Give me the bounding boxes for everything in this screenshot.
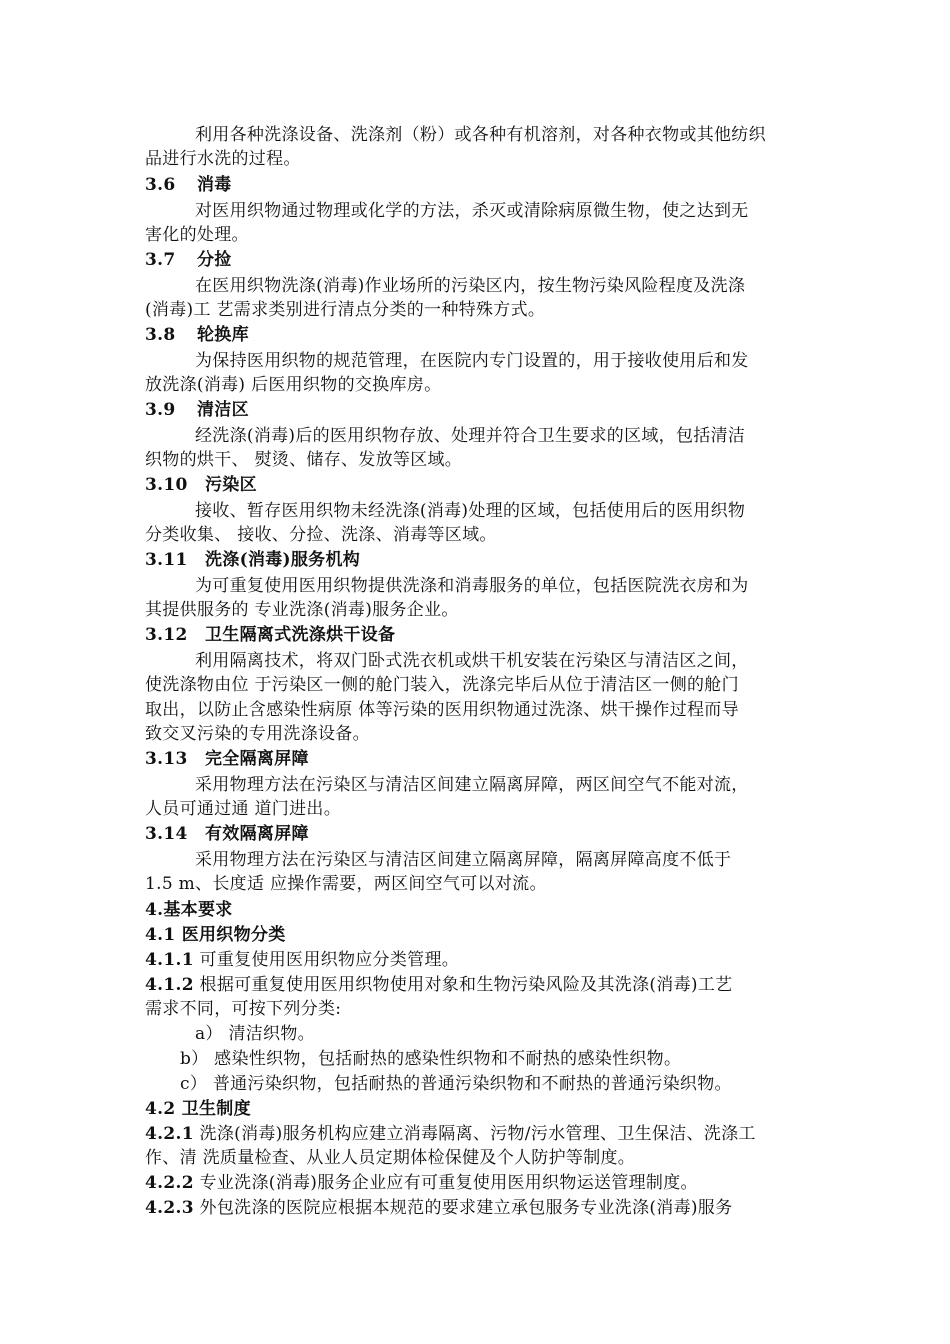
- paragraph-line: 为可重复使用医用织物提供洗涤和消毒服务的单位，包括医院洗衣房和为: [195, 576, 749, 596]
- paragraph-line: 织物的烘干、 熨烫、储存、发放等区域。: [145, 450, 463, 470]
- section-heading-3-10: [145, 474, 257, 496]
- clause-4-2-1: [145, 1123, 756, 1145]
- list-item: b） 感染性织物，包括耐热的感染性织物和不耐热的感染性织物。: [180, 1049, 682, 1069]
- section-number: 3.12: [145, 625, 188, 645]
- section-title: 消毒: [197, 175, 232, 195]
- section-heading-3-14: [145, 823, 309, 845]
- section-number: 3.9: [145, 400, 176, 420]
- paragraph-line: 接收、暂存医用织物未经洗涤(消毒)处理的区域，包括使用后的医用织物: [195, 501, 746, 521]
- clause-number: 4.1.1: [145, 950, 194, 970]
- paragraph-line: 采用物理方法在污染区与清洁区间建立隔离屏障，两区间空气不能对流，: [195, 775, 749, 795]
- clause-text: 根据可重复使用医用织物使用对象和生物污染风险及其洗涤(消毒)工艺: [199, 975, 733, 995]
- section-title: 完全隔离屏障: [205, 749, 309, 769]
- section-heading-3-6: [145, 174, 232, 196]
- paragraph-line: 其提供服务的 专业洗涤(消毒)服务企业。: [145, 600, 459, 620]
- paragraph-line: 利用各种洗涤设备、洗涤剂（粉）或各种有机溶剂，对各种衣物或其他纺织: [195, 125, 766, 145]
- paragraph-line: 在医用织物洗涤(消毒)作业场所的污染区内，按生物污染风险程度及洗涤: [195, 276, 746, 296]
- clause-text: 外包洗涤的医院应根据本规范的要求建立承包服务专业洗涤(消毒)服务: [199, 1198, 733, 1218]
- clause-4-2-2: [145, 1172, 698, 1194]
- section-heading-3-11: [145, 549, 360, 571]
- section-title: 污染区: [205, 475, 257, 495]
- paragraph-line: 对医用织物通过物理或化学的方法，杀灭或清除病原微生物，使之达到无: [195, 201, 749, 221]
- section-number: 3.6: [145, 175, 176, 195]
- clause-text: 专业洗涤(消毒)服务企业应有可重复使用医用织物运送管理制度。: [199, 1173, 698, 1193]
- section-heading-4-2: 4.2 卫生制度: [145, 1099, 251, 1119]
- clause-4-2-3: [145, 1197, 732, 1219]
- section-number: 3.11: [145, 550, 188, 570]
- paragraph-line: 品进行水洗的过程。: [145, 149, 301, 169]
- paragraph-line: 人员可通过通 道门进出。: [145, 799, 342, 819]
- clause-number: 4.2.3: [145, 1198, 194, 1218]
- paragraph-line: 使洗涤物由位 于污染区一侧的舱门装入，洗涤完毕后从位于清洁区一侧的舱门: [145, 675, 739, 695]
- paragraph-line: 致交叉污染的专用洗涤设备。: [145, 724, 370, 744]
- paragraph-line: (消毒)工 艺需求类别进行清点分类的一种特殊方式。: [145, 300, 546, 320]
- section-title: 清洁区: [197, 400, 249, 420]
- paragraph-line: 采用物理方法在污染区与清洁区间建立隔离屏障，隔离屏障高度不低于: [195, 850, 732, 870]
- paragraph-line: 1.5 m、长度适 应操作需要，两区间空气可以对流。: [145, 874, 547, 894]
- section-title: 洗涤(消毒)服务机构: [205, 550, 361, 570]
- paragraph-line: 需求不同，可按下列分类:: [145, 999, 342, 1019]
- paragraph-line: 害化的处理。: [145, 225, 249, 245]
- paragraph-line: 利用隔离技术，将双门卧式洗衣机或烘干机安装在污染区与清洁区之间，: [195, 651, 749, 671]
- paragraph-line: 作、清 洗质量检查、从业人员定期体检保健及个人防护等制度。: [145, 1148, 636, 1168]
- clause-number: 4.1.2: [145, 975, 194, 995]
- clause-4-1-2: [145, 974, 732, 996]
- section-title: 卫生隔离式洗涤烘干设备: [205, 625, 396, 645]
- section-title: 分捡: [197, 250, 232, 270]
- clause-4-1-1: [145, 949, 459, 971]
- clause-text: 可重复使用医用织物应分类管理。: [199, 950, 460, 970]
- section-title: 有效隔离屏障: [205, 824, 309, 844]
- list-item: c） 普通污染织物，包括耐热的普通污染织物和不耐热的普通污染织物。: [180, 1074, 732, 1094]
- paragraph-line: 分类收集、 接收、分捡、洗涤、消毒等区域。: [145, 525, 497, 545]
- section-heading-3-13: [145, 748, 309, 770]
- section-number: 3.8: [145, 325, 176, 345]
- paragraph-line: 放洗涤(消毒) 后医用织物的交换库房。: [145, 375, 442, 395]
- section-number: 3.7: [145, 250, 176, 270]
- paragraph-line: 经洗涤(消毒)后的医用织物存放、处理并符合卫生要求的区域，包括清洁: [195, 426, 746, 446]
- section-number: 3.14: [145, 824, 188, 844]
- clause-text: 洗涤(消毒)服务机构应建立消毒隔离、污物/污水管理、卫生保洁、洗涤工: [199, 1124, 756, 1144]
- section-heading-3-12: [145, 624, 395, 646]
- chapter-heading-4: 4.基本要求: [145, 900, 233, 920]
- paragraph-line: 取出，以防止含感染性病原 体等污染的医用织物通过洗涤、烘干操作过程而导: [145, 700, 739, 720]
- section-heading-3-9: [145, 399, 249, 421]
- section-number: 3.10: [145, 475, 188, 495]
- section-title: 轮换库: [197, 325, 249, 345]
- section-heading-4-1: 4.1 医用织物分类: [145, 925, 286, 945]
- section-number: 3.13: [145, 749, 188, 769]
- paragraph-line: 为保持医用织物的规范管理，在医院内专门设置的，用于接收使用后和发: [195, 351, 749, 371]
- section-heading-3-7: [145, 249, 232, 271]
- list-item: a） 清洁织物。: [195, 1024, 315, 1044]
- clause-number: 4.2.1: [145, 1124, 194, 1144]
- clause-number: 4.2.2: [145, 1173, 194, 1193]
- section-heading-3-8: [145, 324, 249, 346]
